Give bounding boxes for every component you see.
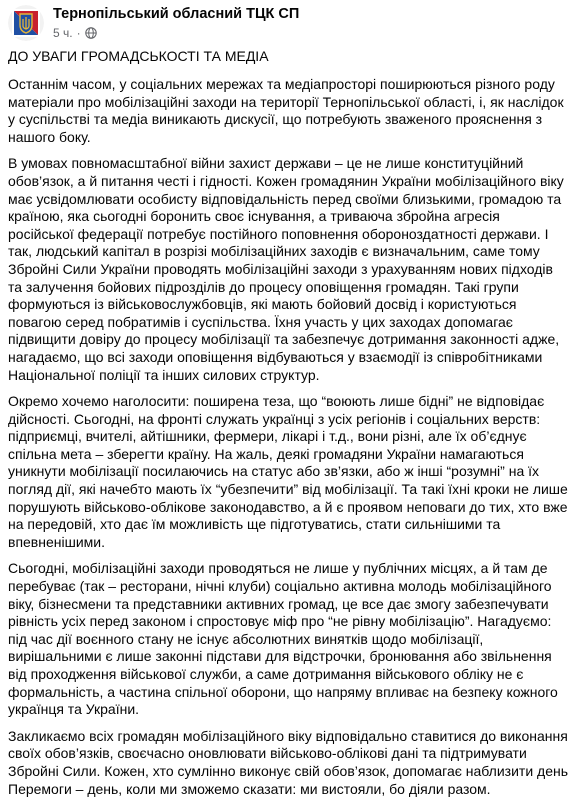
emblem-avatar-icon [8,5,44,41]
separator-dot: · [76,26,81,40]
post-paragraph-1: Останнім часом, у соціальних мережах та медіапросторі поширюються різного роду матеріали про мобілізаційні заходи на території Тернопільської області, і, як наслідок у суспільстві та медіа виникають дискусії, що потребують зваженого прояснення з нашого боку. [8,76,564,145]
post-header [8,0,573,48]
post-paragraph-5: Закликаємо всіх громадян мобілізаційного віку відповідально ставитися до виконання своїх обов’язків, своєчасно оновлювати військово-облікові дані та підтримувати Збройні Сили. Кожен, хто сумлінно виконує свій обов’язок, допомагає наблизити день Перемоги – день, коли ми зможемо сказати: ми вистояли, бо діяли разом. [8,727,569,797]
post-meta [53,4,299,41]
post-headline: ДО УВАГИ ГРОМАДСЬКОСТІ ТА МЕДІА [8,48,269,64]
post-paragraph-3: Окремо хочемо наголосити: поширена теза, що “воюють лише бідні” не відповідає дійсності. Сьогодні, на фронті служать українці з усіх регіонів і соціальних верств: підприємці, вчителі, айтішники, фермери, лікарі і т.д., вони різні, але їх об’єднує спільна мета – зберегти країну. На жаль, деякі громадяни України намагаються уникнути мобілізації посилаючись на статус або зв’язки, або ж інші “розумні” на їх погляд дії, які начебто мають їх “убезпечити” від мобілізації. Та такі їхні кроки не лише порушують військово-облікове законодавство, а й є проявом неповаги до тих, хто вже на передовій, хто дає їм можливість ще підготуватись, стати сильнішими та впевненішими. [8,393,568,550]
post-subline [53,25,299,41]
page-name-link[interactable]: Тернопільський обласний ТЦК СП [53,6,300,22]
post-body [8,48,573,798]
globe-icon[interactable] [85,27,97,39]
page-avatar[interactable] [8,5,44,41]
post-paragraph-2: В умовах повномасштабної війни захист держави – це не лише конституційний обов’язок, а й питання честі і гідності. Кожен громадянин України мобілізаційного віку має усвідомлювати особисту відповідальність перед своїми близькими, громадою та країною, яка сьогодні боронить своє існування, а триваюча збройна агресія російської федерації потребує постійного поповнення обороноздатності держави. І так, людський капітал в розрізі мобілізаційних заходів є визначальним, саме тому Збройні Сили України проводять мобілізаційні заходи з урахуванням нових підходів та залучення бойових підрозділів до процесу оповіщення громадян. Такі групи формуються із військовослужбовців, які мають бойовий досвід і користуються повагою серед побратимів і суспільства. Їхня участь у цих заходах допомагає підвищити довіру до процесу мобілізації та забезпечує дотримання законності адже, нагадаємо, що всі заходи оповіщення відбуваються у взаємодії із співробітниками Національної поліції та інших силових структур. [8,155,564,383]
post-timestamp[interactable]: 5 ч. [53,26,73,40]
post-paragraph-4: Сьогодні, мобілізаційні заходи проводяться не лише у публічних місцях, а й там де перебуває (так – ресторани, нічні клуби) соціально активна молодь мобілізаційного віку, бізнесмени та представники активних громад, це все дає змогу забезпечувати рівність усіх перед законом і спростовує міф про “не рівну мобілізацію”. Нагадуємо: під час дії воєнного стану не існує абсолютних винятків щодо мобілізації, вирішальними є лише законні підстави для відстрочки, бронювання або звільнення від проходження військової служби, а саме дотримання військового обліку не є формальність, а частина спільної оборони, що напряму впливає на безпеку кожного українця та України. [8,560,558,718]
